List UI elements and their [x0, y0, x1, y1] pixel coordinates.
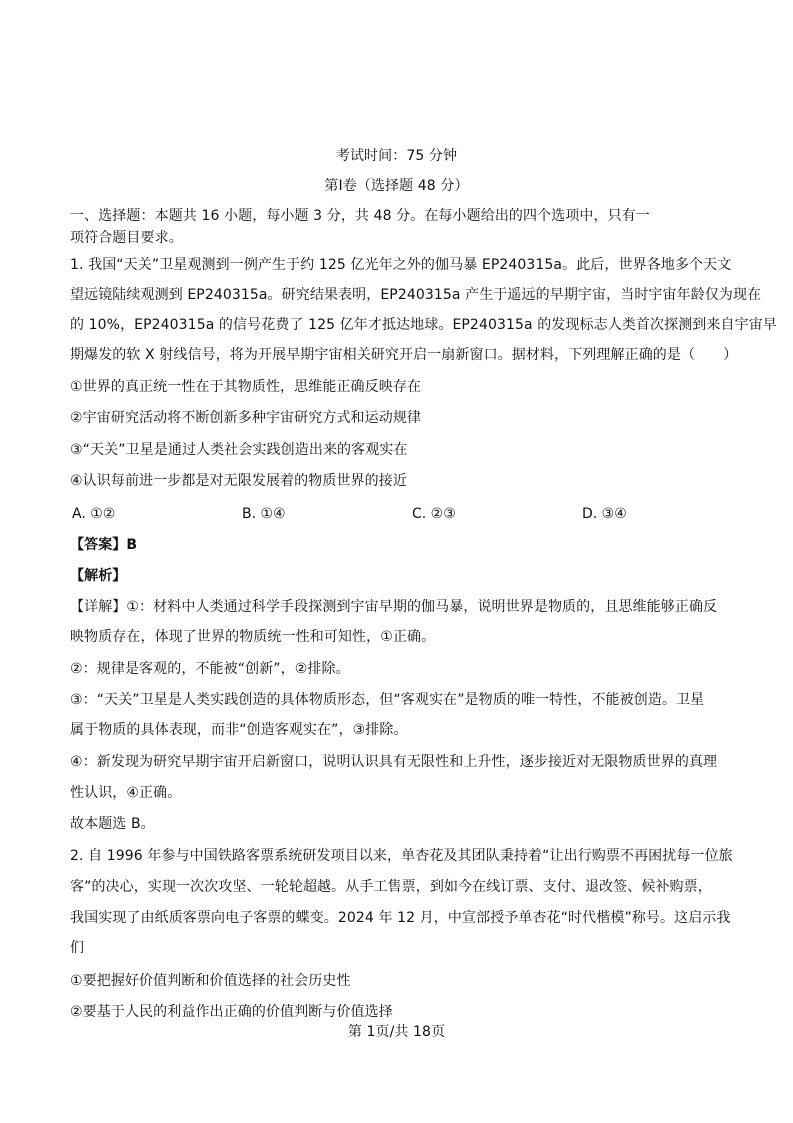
exam-time: 考试时间：75 分钟 — [335, 148, 458, 164]
q1-analysis-line-2: 映物质存在，体现了世界的物质统一性和可知性，①正确。 — [70, 629, 436, 645]
q1-stem-line-1: 1. 我国“天关”卫星观测到一例产生于约 125 亿光年之外的伽马暴 EP240315a。此后，世界各地多个天文 — [70, 257, 732, 273]
q1-statement-4: ④认识每前进一步都是对无限发展着的物质世界的接近 — [70, 473, 407, 489]
q2-stem-line-2: 客”的决心，实现一次次攻坚、一轮轮超越。从手工售票，到如今在线订票、支付、退改签、候补购票， — [70, 879, 712, 895]
q1-analysis-line-8: 故本题选 B。 — [70, 816, 155, 832]
q1-option-d: D. ③④ — [582, 506, 627, 522]
q1-analysis-line-7: 性认识，④正确。 — [70, 785, 182, 801]
q2-stem-line-3: 我国实现了由纸质客票向电子客票的蝶变。2024 年 12 月，中宣部授予单杏花“时代楷模”称号。这启示我 — [70, 910, 731, 926]
volume-title: 第Ⅰ卷（选择题 48 分） — [324, 178, 469, 194]
section-instruction-line-1: 一、选择题：本题共 16 小题，每小题 3 分，共 48 分。在每小题给出的四个选项中，只有一 — [70, 208, 650, 224]
q1-answer: 【答案】B — [70, 537, 138, 553]
page-number-footer: 第 1页/共 18页 — [347, 1024, 446, 1040]
q1-statement-2: ②宇宙研究活动将不断创新多种宇宙研究方式和运动规律 — [70, 410, 422, 426]
q1-statement-3: ③“天关”卫星是通过人类社会实践创造出来的客观实在 — [70, 442, 408, 458]
q1-analysis-line-5: 属于物质的具体表现，而非“创造客观实在”，③排除。 — [70, 722, 408, 738]
q2-stem-line-4: 们 — [70, 940, 85, 956]
q1-analysis-line-1: 【详解】①：材料中人类通过科学手段探测到宇宙早期的伽马暴，说明世界是物质的，且思维能够正确反 — [70, 599, 718, 615]
q1-option-a: A. ①② — [72, 506, 116, 522]
q1-stem-line-2: 望远镜陆续观测到 EP240315a。研究结果表明，EP240315a 产生于遥远的早期宇宙，当时宇宙年龄仅为现在 — [70, 287, 762, 303]
q2-statement-1: ①要把握好价值判断和价值选择的社会历史性 — [70, 973, 351, 989]
q1-analysis-line-4: ③：“天关”卫星是人类实践创造的具体物质形态，但“客观实在”是物质的唯一特性，不能被创造。卫星 — [70, 692, 705, 708]
q1-analysis-line-6: ④：新发现为研究早期宇宙开启新窗口，说明认识具有无限性和上升性，逐步接近对无限物质世界的真理 — [70, 754, 718, 770]
q2-statement-2: ②要基于人民的利益作出正确的价值判断与价值选择 — [70, 1004, 393, 1020]
q1-statement-1: ①世界的真正统一性在于其物质性，思维能正确反映存在 — [70, 379, 422, 395]
q1-option-b: B. ①④ — [242, 506, 286, 522]
q2-stem-line-1: 2. 自 1996 年参与中国铁路客票系统研发项目以来，单杏花及其团队秉持着“让出行购票不再困扰每一位旅 — [70, 848, 733, 864]
q1-analysis-label: 【解析】 — [70, 568, 127, 584]
q1-stem-line-3: 的 10%，EP240315a 的信号花费了 125 亿年才抵达地球。EP240315a 的发现标志人类首次探测到来自宇宙早 — [70, 317, 777, 333]
q1-stem-line-4: 期爆发的软 X 射线信号，将为开展早期宇宙相关研究开启一扇新窗口。据材料，下列理解正确的是（ ） — [70, 347, 738, 363]
section-instruction-line-2: 项符合题目要求。 — [70, 230, 183, 246]
q1-analysis-line-3: ②：规律是客观的，不能被“创新”，②排除。 — [70, 661, 350, 677]
q1-option-c: C. ②③ — [412, 506, 456, 522]
